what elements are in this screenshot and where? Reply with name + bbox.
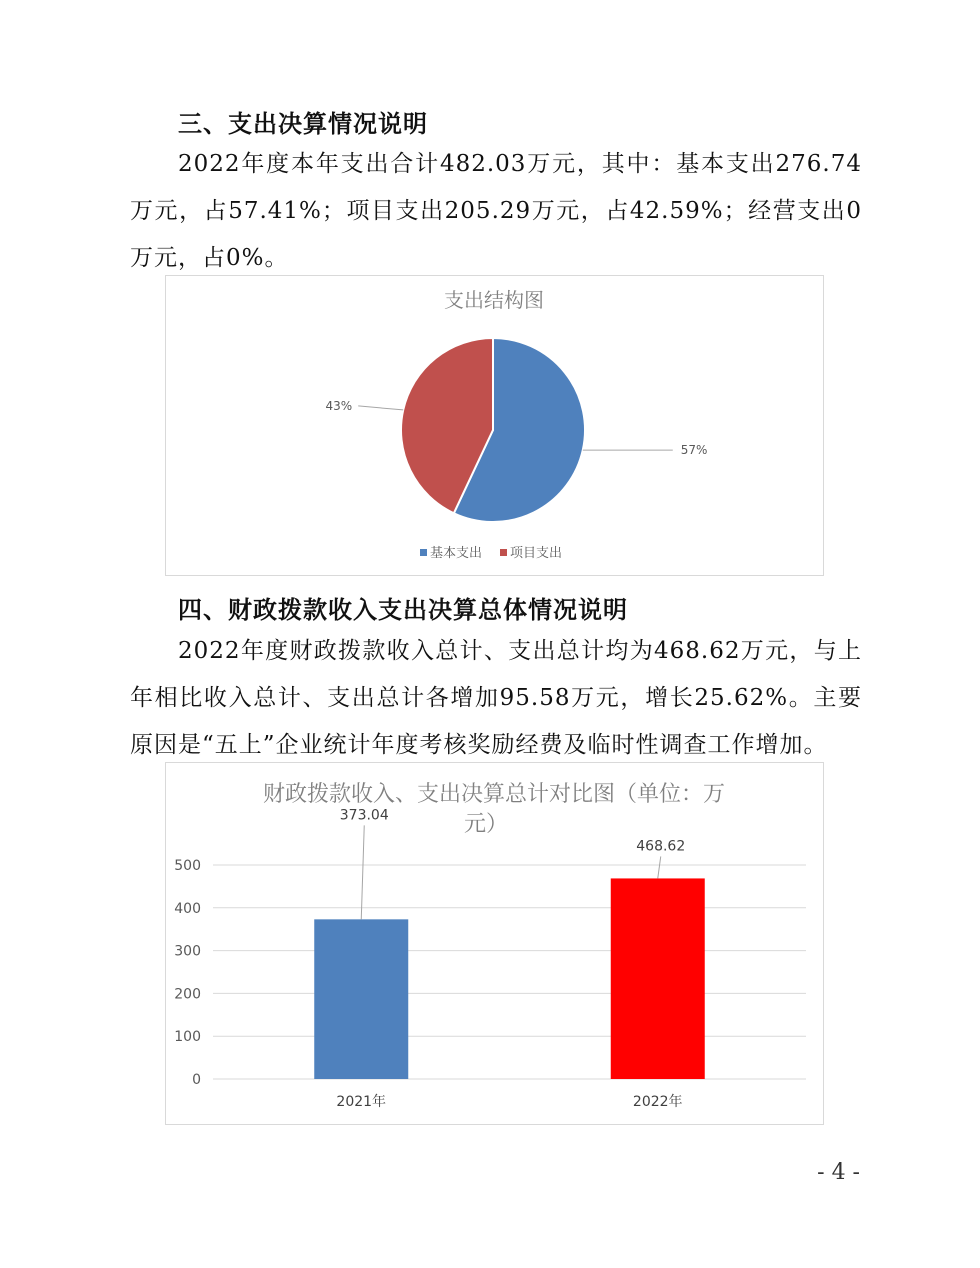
bar-data-label: 468.62 <box>636 838 686 855</box>
y-tick-label: 0 <box>192 1072 201 1088</box>
pie-data-label: 43% <box>325 398 353 413</box>
section3-paragraph: 2022年度本年支出合计482.03万元，其中：基本支出276.74万元，占57.41%；项目支出205.29万元，占42.59%；经营支出0万元，占0%。 <box>130 151 862 271</box>
pie-chart <box>165 275 824 576</box>
y-tick-label: 100 <box>174 1029 201 1046</box>
legend-label: 基本支出 <box>430 546 483 561</box>
x-tick-label: 2021年 <box>336 1094 387 1110</box>
pie-chart-title: 支出结构图 <box>444 288 544 312</box>
pie-leader-line <box>358 406 403 410</box>
bar-chart-svg <box>166 763 823 1124</box>
y-tick-label: 300 <box>174 943 201 960</box>
legend-swatch <box>420 549 427 556</box>
bar-2022年 <box>611 878 705 1079</box>
bar-chart-title-line1: 财政拨款收入、支出决算总计对比图（单位：万 <box>262 782 726 807</box>
y-tick-label: 500 <box>174 858 201 874</box>
page-number: - 4 - <box>817 1160 860 1185</box>
legend-label: 项目支出 <box>510 546 563 561</box>
bar-2021年 <box>314 919 408 1079</box>
y-tick-label: 400 <box>174 900 201 917</box>
x-tick-label: 2022年 <box>632 1094 683 1110</box>
legend-swatch <box>500 549 507 556</box>
bar-chart <box>165 762 824 1125</box>
pie-data-label: 57% <box>680 443 708 458</box>
bar-leader-line <box>361 825 364 919</box>
bar-leader-line <box>658 856 661 878</box>
bar-chart-title-line2: 元） <box>463 812 509 837</box>
bar-data-label: 373.04 <box>339 807 389 824</box>
section4-paragraph: 2022年度财政拨款收入总计、支出总计均为468.62万元，与上年相比收入总计、支出总计各增加95.58万元，增长25.62%。主要原因是“五上”企业统计年度考核奖励经费及临时性调查工作增加。 <box>130 638 862 758</box>
y-tick-label: 200 <box>174 986 201 1003</box>
section4-heading: 四、财政拨款收入支出决算总体情况说明 <box>178 596 628 624</box>
pie-chart-svg <box>166 276 823 575</box>
section3-heading: 三、支出决算情况说明 <box>178 110 428 138</box>
